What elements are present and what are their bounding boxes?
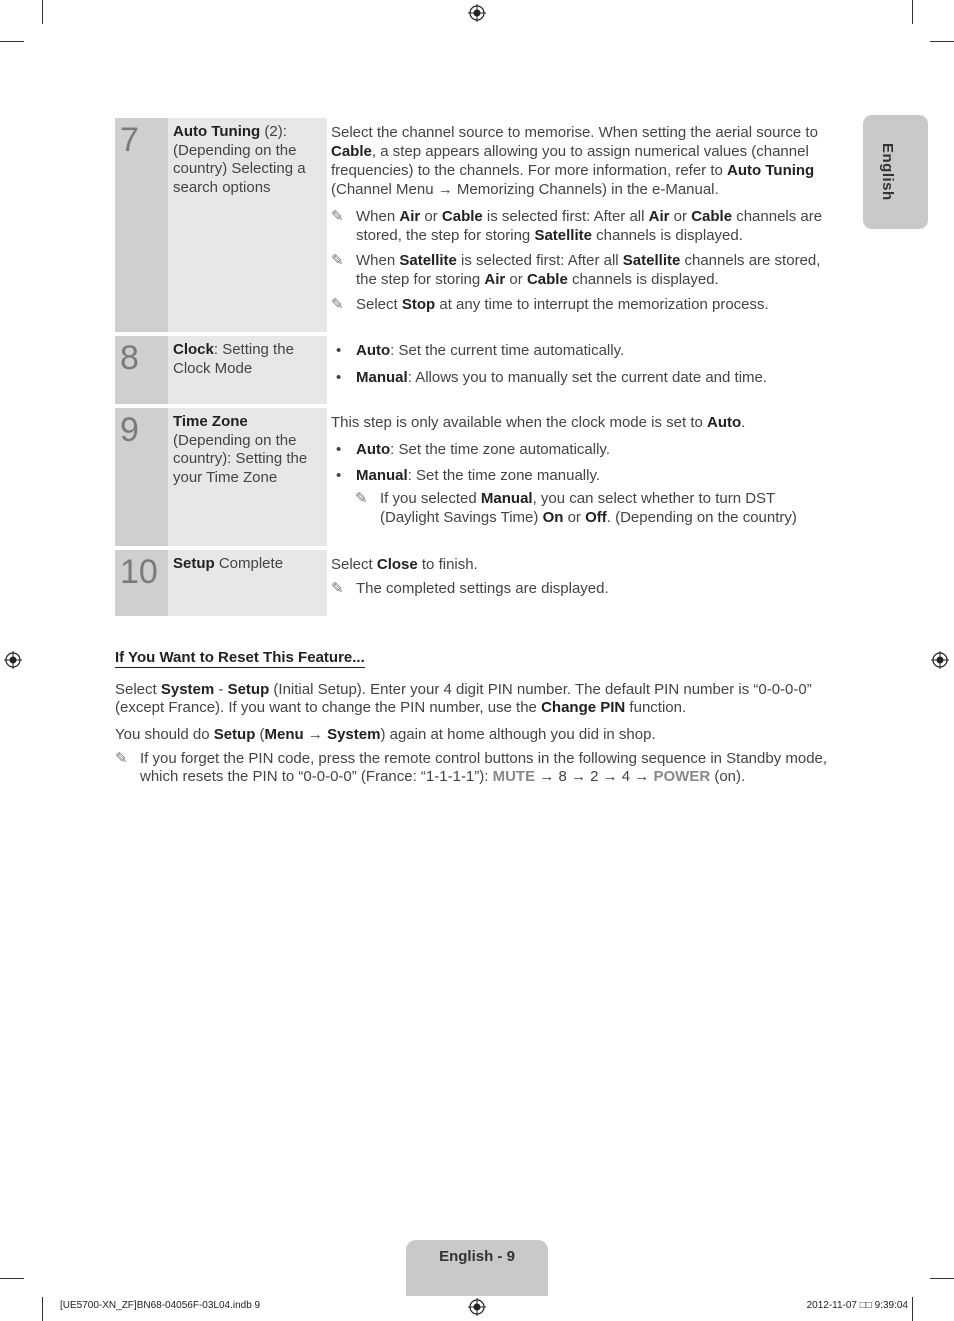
crop-mark [0,41,24,42]
step-description [327,408,831,546]
pencil-note-icon: ✎ [331,580,344,597]
step-note: ✎ The completed settings are displayed. [331,580,609,597]
step-title-bold: Clock [173,341,214,358]
crop-mark [930,41,954,42]
step-sub-note: ✎ If you selected Manual, you can select whether to turn DST (Daylight Savings Time) On or Off. (Depending on the country) [355,490,797,526]
reset-paragraph: Select System - Setup (Initial Setup). Enter your 4 digit PIN number. The default PIN number is “0-0-0-0” (except France). If you want to change the PIN number, use the Change PIN function. [115,681,812,716]
step-intro: Select Close to finish. [331,556,478,573]
step-intro: This step is only available when the clock mode is set to Auto. [331,414,746,431]
language-side-tab-label: English [879,143,896,201]
step-number: 8 [115,336,168,404]
print-slug-right: 2012-11-07 □□ 9:39:04 [806,1300,908,1311]
reset-note: ✎ If you forget the PIN code, press the remote control buttons in the following sequence in Standby mode, which resets the PIN to “0-0-0-0” (France: “1-1-1-1”): MUTE → 8 → 2 → 4 → POWER (on). [115,750,828,785]
registration-mark-icon [468,1298,486,1316]
step-intro: Select the channel source to memorise. When setting the aerial source to Cable, a step appears allowing you to assign numerical values (channel frequencies) to the channels. For more information, refer to Auto Tuning (Channel Menu → Memorizing Channels) in the e-Manual. [331,124,818,198]
step-title [168,408,327,546]
pencil-note-icon: ✎ [115,750,128,767]
step-title-rest: (Depending on the country): Setting the your Time Zone [173,431,308,486]
step-title-rest: (2): (Depending on the country) Selecting a search options [173,123,306,196]
reset-section-body [115,681,831,792]
setup-steps-table [115,114,831,620]
registration-mark-icon [4,651,22,669]
print-slug-left: [UE5700-XN_ZF]BN68-04056F-03L04.indb 9 [60,1300,261,1311]
pencil-note-icon: ✎ [331,208,344,225]
language-side-tab [863,115,928,229]
step-title-bold: Setup [173,555,215,572]
reset-paragraph: You should do Setup (Menu → System) again at home although you did in shop. [115,726,656,743]
crop-mark [42,0,43,24]
step-title-rest: Complete [214,555,284,572]
step-number: 7 [115,118,168,332]
step-note: ✎ When Satellite is selected first: After all Satellite channels are stored, the step for storing Air or Cable channels is displayed. [331,252,821,288]
step-bullet: • Auto: Set the time zone automatically. [336,441,610,458]
crop-mark [912,0,913,24]
step-note: ✎ When Air or Cable is selected first: After all Air or Cable channels are stored, the step for storing Satellite channels is displayed. [331,208,823,244]
step-title [168,118,327,332]
step-title [168,550,327,616]
step-bullet: • Manual: Set the time zone manually. [336,467,601,484]
step-description [327,550,831,616]
step-row [115,550,831,616]
step-title-rest: : Setting the Clock Mode [173,341,294,377]
step-title-bold: Auto Tuning [173,123,261,140]
pencil-note-icon: ✎ [331,252,344,269]
step-bullet: • Auto: Set the current time automatically. [336,342,625,359]
step-row [115,408,831,546]
step-description [327,118,831,332]
registration-mark-icon [931,651,949,669]
step-bullet: • Manual: Allows you to manually set the current date and time. [336,369,768,386]
crop-mark [930,1278,954,1279]
step-row [115,118,831,332]
step-number: 10 [115,550,168,616]
step-row [115,336,831,404]
reset-section-heading: If You Want to Reset This Feature... [115,649,365,666]
pencil-note-icon: ✎ [331,296,344,313]
page-number-label: English - 9 [439,1248,515,1265]
step-title-bold: Time Zone [173,413,248,430]
registration-mark-icon [468,4,486,22]
crop-mark [42,1297,43,1321]
crop-mark [912,1297,913,1321]
step-title [168,336,327,404]
pencil-note-icon: ✎ [355,490,368,507]
step-note: ✎ Select Stop at any time to interrupt the memorization process. [331,296,769,313]
step-number: 9 [115,408,168,546]
page-number-tab [406,1240,548,1296]
crop-mark [0,1278,24,1279]
step-description [327,336,831,404]
